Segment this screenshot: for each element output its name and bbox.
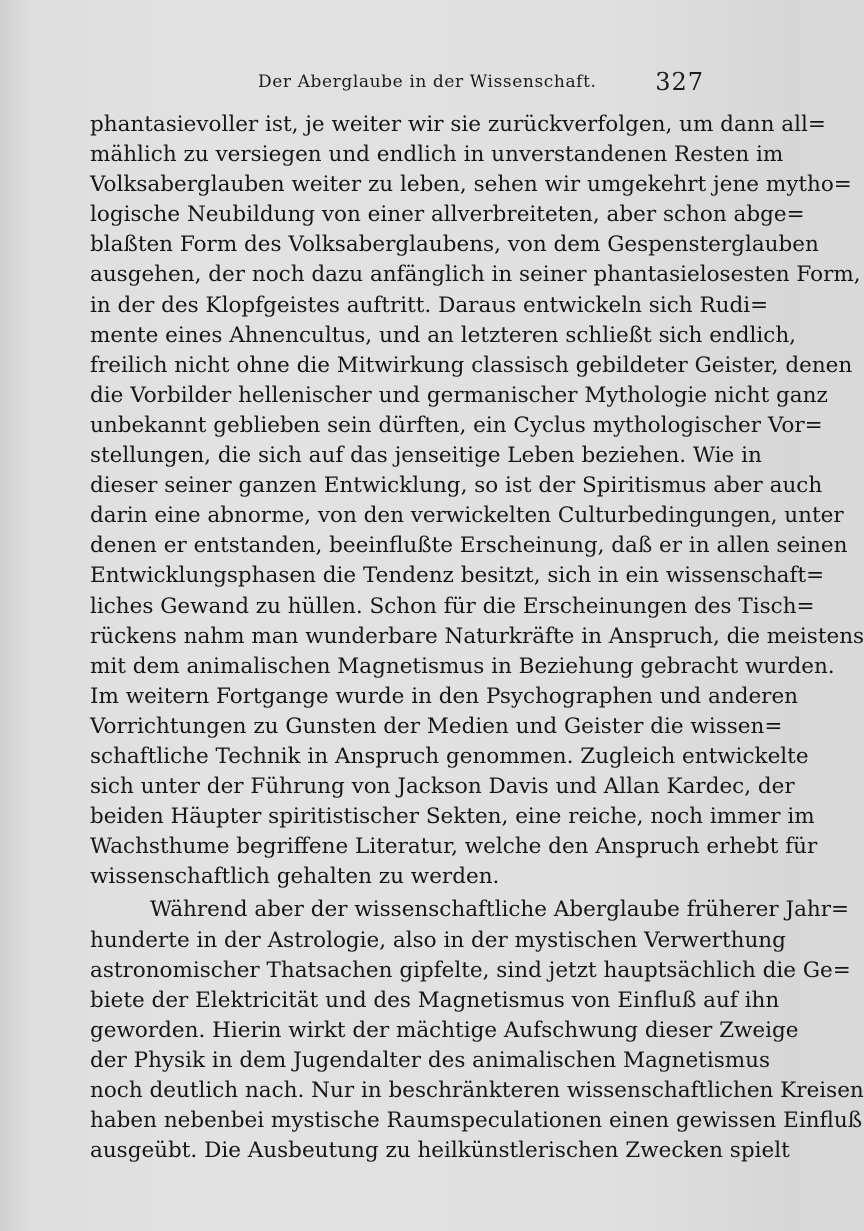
text-line: rückens nahm man wunderbare Naturkräfte in Anspruch, die meistens [90,623,864,649]
body-text [90,110,864,1166]
text-line: Wachsthume begriffene Literatur, welche den Anspruch erhebt für [90,834,818,860]
text-line: freilich nicht ohne die Mitwirkung classisch gebildeter Geister, denen [90,352,853,378]
text-line: phantasievoller ist, je weiter wir sie zurückverfolgen, um dann all= [90,112,826,137]
text-line: ausgeübt. Die Ausbeutung zu heilkünstlerischen Zwecken spielt [90,1138,790,1164]
text-line: liches Gewand zu hüllen. Schon für die Erscheinungen des Tisch= [90,593,815,619]
page-number: 327 [655,68,704,96]
text-line: dieser seiner ganzen Entwicklung, so ist der Spiritismus aber auch [90,473,823,499]
text-line: stellungen, die sich auf das jenseitige Leben beziehen. Wie in [90,443,762,469]
paragraph-2 [90,895,864,1166]
text-line: wissenschaftlich gehalten zu werden. [90,864,500,890]
text-line: astronomischer Thatsachen gipfelte, sind jetzt hauptsächlich die Ge= [90,957,851,983]
paragraph-1 [90,110,864,892]
text-line: mit dem animalischen Magnetismus in Beziehung gebracht wurden. [90,653,835,679]
text-line: die Vorbilder hellenischer und germanischer Mythologie nicht ganz [90,382,828,408]
text-line: Im weitern Fortgange wurde in den Psychographen und anderen [90,683,799,709]
text-line: geworden. Hierin wirkt der mächtige Aufschwung dieser Zweige [90,1017,799,1043]
text-line: in der des Klopfgeistes auftritt. Daraus entwickeln sich Rudi= [90,292,769,318]
text-line: denen er entstanden, beeinflußte Erscheinung, daß er in allen seinen [90,533,848,559]
text-line: biete der Elektricität und des Magnetismus von Einfluß auf ihn [90,987,780,1013]
text-line: blaßten Form des Volksaberglaubens, von dem Gespensterglauben [90,232,819,258]
text-line: darin eine abnorme, von den verwickelten Culturbedingungen, unter [90,503,844,529]
text-line: Während aber der wissenschaftliche Aberglaube früherer Jahr= [150,897,850,923]
text-line: hunderte in der Astrologie, also in der mystischen Verwerthung [90,927,786,953]
text-line: sich unter der Führung von Jackson Davis und Allan Kardec, der [90,774,795,800]
text-line: Entwicklungsphasen die Tendenz besitzt, sich in ein wissenschaft= [90,563,825,589]
running-title: Der Aberglaube in der Wissenschaft. [258,72,597,92]
text-line: unbekannt geblieben sein dürften, ein Cyclus mythologischer Vor= [90,412,823,438]
page-header [0,68,800,102]
text-line: mente eines Ahnencultus, und an letzteren schließt sich endlich, [90,322,797,348]
text-line: der Physik in dem Jugendalter des animalischen Magnetismus [90,1047,770,1073]
text-line: haben nebenbei mystische Raumspeculationen einen gewissen Einfluß [90,1108,863,1134]
text-line: mählich zu versiegen und endlich in unverstandenen Resten im [90,142,784,168]
text-line: logische Neubildung von einer allverbreiteten, aber schon abge= [90,202,805,228]
text-line: beiden Häupter spiritistischer Sekten, eine reiche, noch immer im [90,804,815,830]
text-line: ausgehen, der noch dazu anfänglich in seiner phantasielosesten Form, [90,262,861,288]
text-line: schaftliche Technik in Anspruch genommen. Zugleich entwickelte [90,743,809,769]
text-line: noch deutlich nach. Nur in beschränkteren wissenschaftlichen Kreisen [90,1078,864,1103]
text-line: Vorrichtungen zu Gunsten der Medien und Geister die wissen= [90,713,783,739]
text-line: Volksaberglauben weiter zu leben, sehen wir umgekehrt jene mytho= [90,172,852,198]
